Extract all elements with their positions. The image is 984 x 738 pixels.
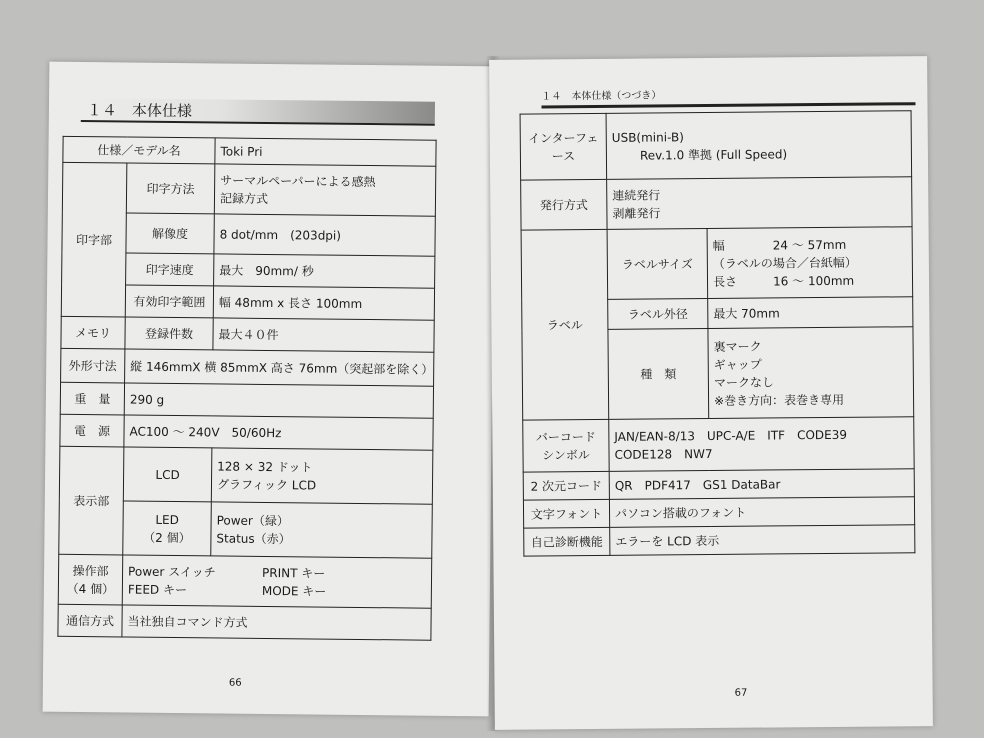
- row-label: LCD: [123, 447, 212, 502]
- value-line: ※巻き方向：表巻き専用: [714, 392, 845, 408]
- row-value: [211, 502, 433, 558]
- table-row: [62, 162, 436, 216]
- value-line: JAN/EAN-8/13 UPC-A/E ITF CODE39: [614, 427, 848, 444]
- table-row: [523, 497, 914, 528]
- row-value: [214, 164, 436, 216]
- value-line: 記録方式: [219, 190, 269, 206]
- table-row: [59, 446, 433, 504]
- row-value: [607, 177, 912, 230]
- right-page: [489, 56, 933, 730]
- row-value: 最大 90mm/ 秒: [214, 254, 435, 288]
- row-label: インターフェース: [520, 113, 607, 180]
- row-value: 当社独自コマンド方式: [122, 605, 431, 640]
- row-label: 通信方式: [58, 604, 122, 637]
- table-row: [520, 111, 912, 180]
- group-label: メモリ: [61, 316, 125, 349]
- row-label: 自己診断機能: [524, 527, 610, 556]
- table-row: [58, 554, 432, 608]
- label-line: （4 個）: [66, 581, 115, 596]
- table-row: [60, 414, 433, 450]
- value-line: CODE128 NW7: [614, 446, 713, 462]
- row-label: 種 類: [608, 329, 709, 420]
- row-value: エラーを LCD 表示: [610, 525, 915, 556]
- table-row: [521, 177, 912, 230]
- row-value: 最大 70mm: [708, 297, 913, 329]
- label-line: LED: [155, 512, 179, 527]
- row-value: [211, 448, 433, 504]
- row-value: [122, 555, 432, 608]
- value-line: 長さ 16 ～ 100mm: [712, 273, 855, 289]
- row-label: 登録件数: [125, 317, 213, 350]
- row-label: [58, 554, 123, 605]
- spec-table-left: [57, 136, 436, 641]
- table-row: [61, 348, 434, 386]
- value-line: グラフィック LCD: [216, 476, 317, 492]
- value-line: （ラベルの場合／台紙幅）: [712, 255, 857, 271]
- value-line: 連続発行: [612, 187, 661, 203]
- value-line: サーマルペーパーによる感熱: [220, 172, 376, 189]
- left-page: [43, 62, 496, 717]
- row-label: 印字速度: [126, 253, 214, 286]
- row-label: 外形寸法: [61, 348, 125, 383]
- value-line: Rev.1.0 準拠 (Full Speed): [639, 146, 788, 163]
- row-label: 文字フォント: [523, 499, 609, 528]
- section-heading: １４ 本体仕様: [81, 98, 435, 126]
- label-line: バーコード: [535, 429, 596, 445]
- group-label: 印字部: [61, 162, 127, 317]
- row-value: [609, 417, 914, 472]
- row-label: [123, 501, 212, 556]
- row-label: 仕様／モデル名: [63, 136, 215, 164]
- row-label: 重 量: [60, 382, 124, 415]
- row-label: 発行方式: [521, 179, 607, 230]
- value-line: マークなし: [713, 374, 774, 390]
- table-row: [521, 227, 913, 300]
- page-number: 66: [228, 677, 242, 689]
- value-line: 剥離発行: [612, 205, 661, 221]
- table-row: [524, 525, 915, 556]
- row-label: 解像度: [126, 213, 214, 254]
- row-value: [606, 111, 912, 180]
- row-label: ラベルサイズ: [607, 229, 708, 300]
- table-row: [60, 382, 433, 418]
- row-label: 2 次元コード: [523, 471, 609, 500]
- row-label: [523, 419, 609, 472]
- section-heading: １４ 本体仕様（つづき）: [541, 86, 915, 108]
- group-label: 表示部: [59, 446, 124, 555]
- row-value: パソコン搭載のフォント: [609, 497, 914, 528]
- group-label: ラベル: [521, 229, 609, 420]
- value-line: ギャップ: [713, 357, 762, 372]
- label-line: シンボル: [542, 447, 590, 462]
- table-row: [61, 316, 434, 352]
- value-line: 128 × 32 ドット: [217, 458, 313, 474]
- row-label: 印字方法: [126, 163, 215, 214]
- spec-table-right: [520, 110, 916, 556]
- row-value: QR PDF417 GS1 DataBar: [609, 469, 914, 500]
- row-value: [708, 327, 914, 419]
- row-label: 有効印字範囲: [125, 285, 213, 318]
- table-row: [63, 136, 436, 166]
- row-value: Toki Pri: [215, 138, 436, 166]
- row-value: AC100 ～ 240V 50/60Hz: [124, 415, 433, 450]
- label-line: 操作部: [72, 563, 109, 578]
- value-line: USB(mini-B): [611, 129, 684, 145]
- row-value: 290 g: [124, 383, 433, 418]
- row-value: [707, 227, 913, 299]
- value-line: Power（緑）: [216, 512, 289, 528]
- table-row: [58, 604, 431, 640]
- row-label: 電 源: [60, 414, 124, 447]
- label-line: （2 個）: [143, 530, 191, 545]
- table-row: [523, 417, 914, 472]
- row-value: 幅 48mm x 長さ 100mm: [213, 286, 434, 320]
- value-line: Status（赤）: [216, 530, 291, 546]
- key-name: MODE キー: [261, 583, 327, 599]
- key-name: FEED キー: [127, 582, 188, 597]
- page-number: 67: [734, 687, 748, 699]
- row-label: ラベル外径: [608, 299, 708, 330]
- key-name: Power スイッチ: [128, 564, 216, 579]
- value-line: 幅 24 ～ 57mm: [712, 237, 847, 253]
- value-line: 裏マーク: [713, 339, 762, 354]
- row-value: 8 dot/mm (203dpi): [214, 214, 435, 256]
- key-name: PRINT キー: [262, 565, 326, 581]
- row-value: 最大４０件: [213, 318, 434, 352]
- row-value: 縦 146mmX 横 85mmX 高さ 76mm（突起部を除く）: [125, 349, 434, 386]
- table-row: [523, 469, 914, 500]
